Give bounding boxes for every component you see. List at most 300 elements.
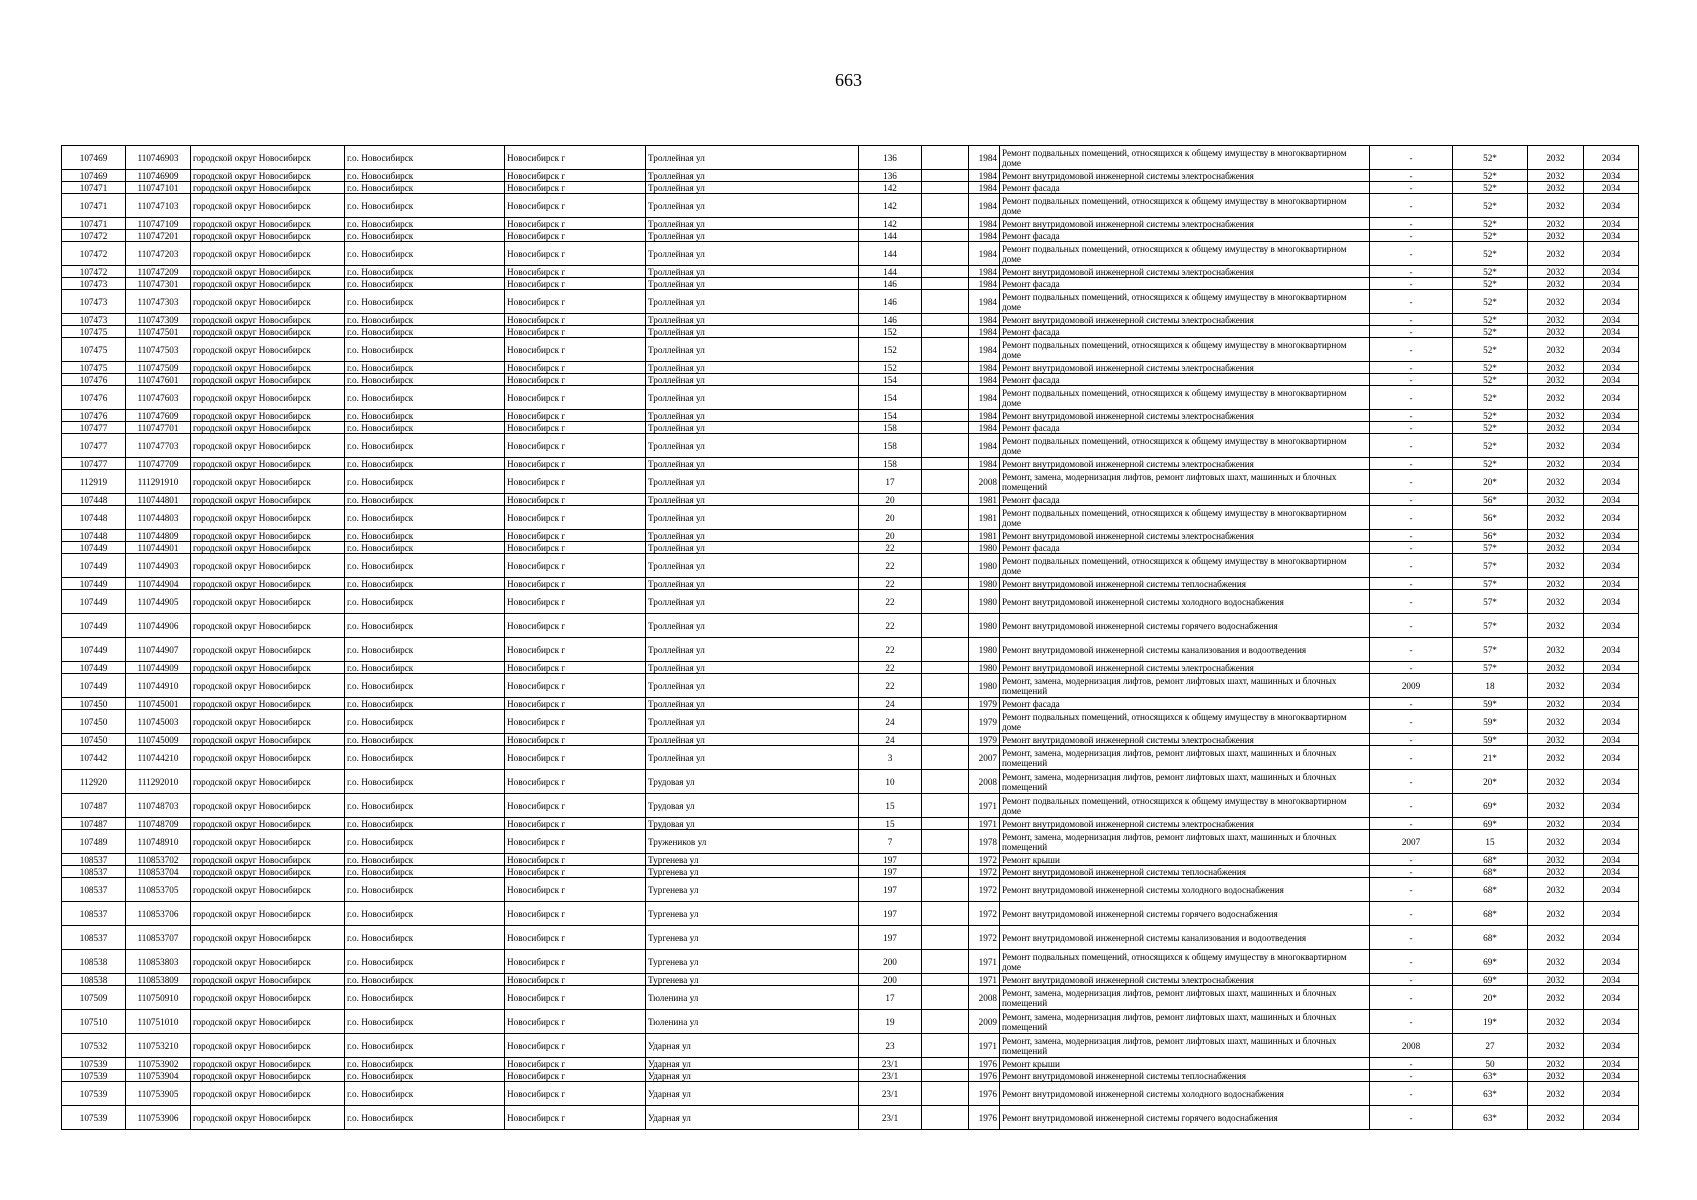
cell-plan-start-year: 2032: [1528, 986, 1584, 1010]
cell-building-id: 107475: [62, 338, 126, 362]
cell-last-repair-year: -: [1370, 422, 1453, 434]
cell-last-repair-year: -: [1370, 314, 1453, 326]
cell-building-block: [922, 434, 969, 458]
cell-work-type: Ремонт внутридомовой инженерной системы электроснабжения: [1000, 218, 1370, 230]
cell-work-id: 110747701: [126, 422, 191, 434]
cell-house-number: 158: [859, 422, 922, 434]
cell-building-block: [922, 542, 969, 554]
cell-municipal-district: городской округ Новосибирск: [191, 554, 345, 578]
cell-year-built: 1984: [969, 266, 1000, 278]
cell-plan-start-year: 2032: [1528, 506, 1584, 530]
cell-municipality: г.о. Новосибирск: [345, 434, 505, 458]
cell-municipal-district: городской округ Новосибирск: [191, 290, 345, 314]
cell-plan-start-year: 2032: [1528, 1034, 1584, 1058]
cell-work-id: 110744903: [126, 554, 191, 578]
cell-locality: Новосибирск г: [505, 1070, 646, 1082]
cell-last-repair-year: -: [1370, 1106, 1453, 1130]
cell-locality: Новосибирск г: [505, 794, 646, 818]
cell-wear-percent: 52*: [1453, 386, 1528, 410]
cell-plan-end-year: 2034: [1584, 794, 1639, 818]
table-row: [62, 770, 1639, 794]
table-row: [62, 338, 1639, 362]
cell-last-repair-year: -: [1370, 866, 1453, 878]
cell-plan-end-year: 2034: [1584, 866, 1639, 878]
cell-street: Троллейная ул: [646, 734, 859, 746]
cell-plan-end-year: 2034: [1584, 362, 1639, 374]
cell-work-id: 110747109: [126, 218, 191, 230]
cell-house-number: 24: [859, 698, 922, 710]
cell-municipal-district: городской округ Новосибирск: [191, 638, 345, 662]
cell-municipality: г.о. Новосибирск: [345, 794, 505, 818]
cell-locality: Новосибирск г: [505, 698, 646, 710]
cell-municipality: г.о. Новосибирск: [345, 374, 505, 386]
cell-municipality: г.о. Новосибирск: [345, 242, 505, 266]
cell-plan-start-year: 2032: [1528, 614, 1584, 638]
cell-municipality: г.о. Новосибирск: [345, 1058, 505, 1070]
cell-building-id: 107472: [62, 242, 126, 266]
cell-work-type: Ремонт подвальных помещений, относящихся к общему имуществу в многоквартирном доме: [1000, 950, 1370, 974]
cell-locality: Новосибирск г: [505, 386, 646, 410]
cell-last-repair-year: -: [1370, 614, 1453, 638]
cell-house-number: 144: [859, 266, 922, 278]
table-row: [62, 266, 1639, 278]
cell-year-built: 1984: [969, 410, 1000, 422]
cell-municipality: г.о. Новосибирск: [345, 614, 505, 638]
cell-locality: Новосибирск г: [505, 266, 646, 278]
cell-plan-end-year: 2034: [1584, 182, 1639, 194]
cell-street: Троллейная ул: [646, 290, 859, 314]
cell-plan-end-year: 2034: [1584, 674, 1639, 698]
cell-building-block: [922, 698, 969, 710]
cell-municipal-district: городской округ Новосибирск: [191, 578, 345, 590]
cell-wear-percent: 52*: [1453, 230, 1528, 242]
cell-work-id: 110753210: [126, 1034, 191, 1058]
cell-house-number: 15: [859, 818, 922, 830]
cell-street: Троллейная ул: [646, 710, 859, 734]
cell-building-id: 107509: [62, 986, 126, 1010]
cell-building-block: [922, 710, 969, 734]
cell-municipality: г.о. Новосибирск: [345, 218, 505, 230]
cell-building-block: [922, 638, 969, 662]
cell-last-repair-year: -: [1370, 854, 1453, 866]
table-row: [62, 1034, 1639, 1058]
cell-plan-start-year: 2032: [1528, 494, 1584, 506]
cell-year-built: 1972: [969, 902, 1000, 926]
cell-municipal-district: городской округ Новосибирск: [191, 314, 345, 326]
cell-building-id: 107442: [62, 746, 126, 770]
table-row: [62, 494, 1639, 506]
cell-municipal-district: городской округ Новосибирск: [191, 146, 345, 170]
cell-street: Троллейная ул: [646, 326, 859, 338]
cell-last-repair-year: -: [1370, 1082, 1453, 1106]
cell-building-id: 108538: [62, 950, 126, 974]
table-row: [62, 590, 1639, 614]
cell-plan-end-year: 2034: [1584, 266, 1639, 278]
cell-house-number: 7: [859, 830, 922, 854]
cell-municipality: г.о. Новосибирск: [345, 554, 505, 578]
cell-locality: Новосибирск г: [505, 578, 646, 590]
cell-municipality: г.о. Новосибирск: [345, 422, 505, 434]
cell-locality: Новосибирск г: [505, 374, 646, 386]
cell-last-repair-year: -: [1370, 146, 1453, 170]
table-row: [62, 170, 1639, 182]
cell-building-id: 107471: [62, 182, 126, 194]
cell-work-type: Ремонт внутридомовой инженерной системы электроснабжения: [1000, 662, 1370, 674]
cell-building-id: 107450: [62, 734, 126, 746]
cell-locality: Новосибирск г: [505, 542, 646, 554]
cell-street: Ударная ул: [646, 1070, 859, 1082]
cell-house-number: 136: [859, 170, 922, 182]
cell-plan-start-year: 2032: [1528, 554, 1584, 578]
table-row: [62, 1058, 1639, 1070]
cell-year-built: 1971: [969, 950, 1000, 974]
cell-municipal-district: городской округ Новосибирск: [191, 494, 345, 506]
cell-last-repair-year: -: [1370, 578, 1453, 590]
cell-plan-end-year: 2034: [1584, 494, 1639, 506]
cell-work-type: Ремонт внутридомовой инженерной системы теплоснабжения: [1000, 578, 1370, 590]
cell-street: Тургенева ул: [646, 950, 859, 974]
cell-municipal-district: городской округ Новосибирск: [191, 746, 345, 770]
cell-last-repair-year: -: [1370, 698, 1453, 710]
cell-municipality: г.о. Новосибирск: [345, 710, 505, 734]
cell-municipal-district: городской округ Новосибирск: [191, 266, 345, 278]
cell-last-repair-year: -: [1370, 410, 1453, 422]
cell-building-block: [922, 530, 969, 542]
cell-wear-percent: 52*: [1453, 266, 1528, 278]
cell-street: Ударная ул: [646, 1106, 859, 1130]
cell-building-id: 107469: [62, 146, 126, 170]
cell-house-number: 24: [859, 710, 922, 734]
cell-municipality: г.о. Новосибирск: [345, 1010, 505, 1034]
cell-year-built: 1972: [969, 926, 1000, 950]
cell-street: Троллейная ул: [646, 746, 859, 770]
cell-street: Троллейная ул: [646, 434, 859, 458]
cell-house-number: 15: [859, 794, 922, 818]
cell-street: Тургенева ул: [646, 902, 859, 926]
cell-municipality: г.о. Новосибирск: [345, 542, 505, 554]
cell-plan-start-year: 2032: [1528, 746, 1584, 770]
cell-street: Тружеников ул: [646, 830, 859, 854]
cell-street: Троллейная ул: [646, 314, 859, 326]
cell-street: Троллейная ул: [646, 242, 859, 266]
cell-locality: Новосибирск г: [505, 314, 646, 326]
cell-work-type: Ремонт, замена, модернизация лифтов, ремонт лифтовых шахт, машинных и блочных помещений: [1000, 830, 1370, 854]
cell-work-id: 110853707: [126, 926, 191, 950]
cell-last-repair-year: -: [1370, 386, 1453, 410]
cell-municipal-district: городской округ Новосибирск: [191, 506, 345, 530]
cell-locality: Новосибирск г: [505, 434, 646, 458]
cell-municipality: г.о. Новосибирск: [345, 170, 505, 182]
cell-house-number: 146: [859, 290, 922, 314]
cell-plan-end-year: 2034: [1584, 1010, 1639, 1034]
cell-plan-end-year: 2034: [1584, 278, 1639, 290]
cell-work-id: 110747209: [126, 266, 191, 278]
cell-work-id: 110747309: [126, 314, 191, 326]
cell-work-type: Ремонт подвальных помещений, относящихся к общему имуществу в многоквартирном доме: [1000, 794, 1370, 818]
cell-work-id: 110747709: [126, 458, 191, 470]
table-row: [62, 278, 1639, 290]
cell-municipal-district: городской округ Новосибирск: [191, 326, 345, 338]
cell-plan-start-year: 2032: [1528, 1106, 1584, 1130]
cell-plan-start-year: 2032: [1528, 926, 1584, 950]
cell-house-number: 22: [859, 674, 922, 698]
cell-street: Трудовая ул: [646, 794, 859, 818]
cell-last-repair-year: -: [1370, 278, 1453, 290]
cell-work-id: 110744803: [126, 506, 191, 530]
cell-municipality: г.о. Новосибирск: [345, 986, 505, 1010]
cell-work-id: 110745001: [126, 698, 191, 710]
cell-locality: Новосибирск г: [505, 170, 646, 182]
cell-work-id: 110744910: [126, 674, 191, 698]
cell-wear-percent: 57*: [1453, 554, 1528, 578]
cell-last-repair-year: -: [1370, 662, 1453, 674]
cell-building-id: 107471: [62, 218, 126, 230]
cell-plan-end-year: 2034: [1584, 614, 1639, 638]
cell-year-built: 1980: [969, 614, 1000, 638]
cell-plan-start-year: 2032: [1528, 698, 1584, 710]
cell-building-id: 107448: [62, 506, 126, 530]
cell-building-id: 107510: [62, 1010, 126, 1034]
cell-house-number: 197: [859, 866, 922, 878]
cell-building-block: [922, 674, 969, 698]
cell-work-type: Ремонт внутридомовой инженерной системы теплоснабжения: [1000, 1070, 1370, 1082]
cell-wear-percent: 69*: [1453, 818, 1528, 830]
cell-last-repair-year: -: [1370, 770, 1453, 794]
cell-work-id: 110751010: [126, 1010, 191, 1034]
cell-municipality: г.о. Новосибирск: [345, 818, 505, 830]
cell-building-id: 107449: [62, 614, 126, 638]
cell-work-id: 110744210: [126, 746, 191, 770]
cell-municipal-district: городской округ Новосибирск: [191, 362, 345, 374]
cell-building-id: 107449: [62, 542, 126, 554]
cell-locality: Новосибирск г: [505, 1058, 646, 1070]
cell-year-built: 1984: [969, 242, 1000, 266]
cell-building-id: 107449: [62, 638, 126, 662]
cell-house-number: 3: [859, 746, 922, 770]
cell-last-repair-year: -: [1370, 542, 1453, 554]
cell-building-block: [922, 818, 969, 830]
cell-building-block: [922, 494, 969, 506]
cell-plan-end-year: 2034: [1584, 314, 1639, 326]
cell-year-built: 1984: [969, 314, 1000, 326]
cell-year-built: 1971: [969, 1034, 1000, 1058]
cell-plan-end-year: 2034: [1584, 326, 1639, 338]
table-row: [62, 182, 1639, 194]
cell-house-number: 22: [859, 662, 922, 674]
cell-building-block: [922, 326, 969, 338]
cell-plan-start-year: 2032: [1528, 230, 1584, 242]
table-row: [62, 542, 1639, 554]
cell-plan-start-year: 2032: [1528, 974, 1584, 986]
cell-building-block: [922, 218, 969, 230]
cell-locality: Новосибирск г: [505, 1010, 646, 1034]
cell-work-type: Ремонт фасада: [1000, 374, 1370, 386]
cell-last-repair-year: -: [1370, 554, 1453, 578]
cell-plan-start-year: 2032: [1528, 182, 1584, 194]
cell-building-block: [922, 1082, 969, 1106]
cell-street: Троллейная ул: [646, 698, 859, 710]
table-row: [62, 242, 1639, 266]
cell-plan-start-year: 2032: [1528, 710, 1584, 734]
cell-wear-percent: 57*: [1453, 614, 1528, 638]
cell-building-id: 107450: [62, 698, 126, 710]
cell-work-type: Ремонт внутридомовой инженерной системы холодного водоснабжения: [1000, 878, 1370, 902]
cell-house-number: 136: [859, 146, 922, 170]
cell-year-built: 1971: [969, 974, 1000, 986]
cell-plan-start-year: 2032: [1528, 878, 1584, 902]
cell-plan-start-year: 2032: [1528, 866, 1584, 878]
cell-year-built: 1984: [969, 146, 1000, 170]
cell-work-id: 110746903: [126, 146, 191, 170]
cell-house-number: 200: [859, 950, 922, 974]
cell-municipality: г.о. Новосибирск: [345, 662, 505, 674]
cell-street: Троллейная ул: [646, 494, 859, 506]
cell-house-number: 22: [859, 578, 922, 590]
cell-wear-percent: 27: [1453, 1034, 1528, 1058]
cell-street: Троллейная ул: [646, 674, 859, 698]
cell-last-repair-year: -: [1370, 734, 1453, 746]
cell-building-id: 107448: [62, 530, 126, 542]
cell-street: Троллейная ул: [646, 662, 859, 674]
cell-building-id: 107475: [62, 326, 126, 338]
cell-work-type: Ремонт подвальных помещений, относящихся к общему имуществу в многоквартирном доме: [1000, 434, 1370, 458]
cell-work-id: 110745009: [126, 734, 191, 746]
cell-work-id: 110753904: [126, 1070, 191, 1082]
table-row: [62, 746, 1639, 770]
cell-work-id: 110744907: [126, 638, 191, 662]
cell-work-type: Ремонт, замена, модернизация лифтов, ремонт лифтовых шахт, машинных и блочных помещений: [1000, 1010, 1370, 1034]
cell-work-type: Ремонт фасада: [1000, 278, 1370, 290]
cell-plan-start-year: 2032: [1528, 314, 1584, 326]
cell-house-number: 23: [859, 1034, 922, 1058]
cell-work-type: Ремонт внутридомовой инженерной системы горячего водоснабжения: [1000, 1106, 1370, 1130]
cell-plan-end-year: 2034: [1584, 638, 1639, 662]
cell-wear-percent: 20*: [1453, 470, 1528, 494]
cell-street: Тургенева ул: [646, 974, 859, 986]
cell-building-block: [922, 290, 969, 314]
cell-plan-start-year: 2032: [1528, 362, 1584, 374]
cell-house-number: 144: [859, 242, 922, 266]
cell-plan-end-year: 2034: [1584, 1034, 1639, 1058]
cell-work-type: Ремонт, замена, модернизация лифтов, ремонт лифтовых шахт, машинных и блочных помещений: [1000, 746, 1370, 770]
cell-building-id: 108537: [62, 902, 126, 926]
cell-plan-start-year: 2032: [1528, 290, 1584, 314]
cell-municipal-district: городской округ Новосибирск: [191, 278, 345, 290]
cell-municipal-district: городской округ Новосибирск: [191, 950, 345, 974]
cell-building-id: 107471: [62, 194, 126, 218]
table-row: [62, 194, 1639, 218]
cell-work-id: 110745003: [126, 710, 191, 734]
table-row: [62, 662, 1639, 674]
cell-house-number: 158: [859, 458, 922, 470]
cell-municipality: г.о. Новосибирск: [345, 770, 505, 794]
cell-municipality: г.о. Новосибирск: [345, 1070, 505, 1082]
cell-year-built: 1984: [969, 278, 1000, 290]
cell-work-id: 110853704: [126, 866, 191, 878]
cell-last-repair-year: -: [1370, 986, 1453, 1010]
cell-building-id: 107539: [62, 1082, 126, 1106]
table-row: [62, 290, 1639, 314]
cell-building-block: [922, 242, 969, 266]
cell-building-id: 107475: [62, 362, 126, 374]
cell-municipality: г.о. Новосибирск: [345, 866, 505, 878]
cell-building-id: 107449: [62, 590, 126, 614]
cell-year-built: 1979: [969, 698, 1000, 710]
cell-municipal-district: городской округ Новосибирск: [191, 218, 345, 230]
cell-wear-percent: 57*: [1453, 590, 1528, 614]
cell-locality: Новосибирск г: [505, 950, 646, 974]
cell-building-id: 107489: [62, 830, 126, 854]
cell-municipal-district: городской округ Новосибирск: [191, 974, 345, 986]
cell-year-built: 1979: [969, 710, 1000, 734]
cell-building-block: [922, 194, 969, 218]
cell-street: Троллейная ул: [646, 218, 859, 230]
cell-plan-end-year: 2034: [1584, 170, 1639, 182]
cell-locality: Новосибирск г: [505, 674, 646, 698]
cell-work-type: Ремонт внутридомовой инженерной системы электроснабжения: [1000, 362, 1370, 374]
cell-work-id: 110747101: [126, 182, 191, 194]
cell-municipal-district: городской округ Новосибирск: [191, 470, 345, 494]
cell-wear-percent: 69*: [1453, 974, 1528, 986]
cell-wear-percent: 52*: [1453, 278, 1528, 290]
cell-work-type: Ремонт, замена, модернизация лифтов, ремонт лифтовых шахт, машинных и блочных помещений: [1000, 1034, 1370, 1058]
cell-work-id: 110747201: [126, 230, 191, 242]
cell-plan-end-year: 2034: [1584, 662, 1639, 674]
cell-wear-percent: 52*: [1453, 218, 1528, 230]
cell-plan-end-year: 2034: [1584, 374, 1639, 386]
cell-last-repair-year: -: [1370, 326, 1453, 338]
cell-house-number: 154: [859, 374, 922, 386]
cell-locality: Новосибирск г: [505, 194, 646, 218]
cell-building-id: 107539: [62, 1058, 126, 1070]
cell-plan-start-year: 2032: [1528, 266, 1584, 278]
cell-street: Тургенева ул: [646, 926, 859, 950]
cell-building-id: 107477: [62, 422, 126, 434]
table-row: [62, 1106, 1639, 1130]
cell-work-type: Ремонт внутридомовой инженерной системы электроснабжения: [1000, 458, 1370, 470]
cell-municipal-district: городской округ Новосибирск: [191, 530, 345, 542]
cell-locality: Новосибирск г: [505, 554, 646, 578]
cell-wear-percent: 20*: [1453, 986, 1528, 1010]
cell-plan-start-year: 2032: [1528, 818, 1584, 830]
table-row: [62, 410, 1639, 422]
cell-locality: Новосибирск г: [505, 902, 646, 926]
cell-work-type: Ремонт внутридомовой инженерной системы электроснабжения: [1000, 818, 1370, 830]
cell-municipality: г.о. Новосибирск: [345, 182, 505, 194]
cell-locality: Новосибирск г: [505, 1106, 646, 1130]
cell-building-block: [922, 926, 969, 950]
cell-building-block: [922, 1034, 969, 1058]
cell-work-type: Ремонт подвальных помещений, относящихся к общему имуществу в многоквартирном доме: [1000, 338, 1370, 362]
cell-work-type: Ремонт подвальных помещений, относящихся к общему имуществу в многоквартирном доме: [1000, 710, 1370, 734]
cell-wear-percent: 69*: [1453, 950, 1528, 974]
cell-street: Троллейная ул: [646, 230, 859, 242]
table-row: [62, 902, 1639, 926]
cell-municipal-district: городской округ Новосибирск: [191, 458, 345, 470]
table-row: [62, 830, 1639, 854]
cell-locality: Новосибирск г: [505, 410, 646, 422]
cell-last-repair-year: 2008: [1370, 1034, 1453, 1058]
table-row: [62, 362, 1639, 374]
table-row: [62, 218, 1639, 230]
cell-year-built: 1984: [969, 326, 1000, 338]
cell-work-type: Ремонт фасада: [1000, 542, 1370, 554]
cell-wear-percent: 59*: [1453, 710, 1528, 734]
cell-work-id: 110747609: [126, 410, 191, 422]
table-row: [62, 614, 1639, 638]
cell-building-block: [922, 278, 969, 290]
cell-locality: Новосибирск г: [505, 614, 646, 638]
